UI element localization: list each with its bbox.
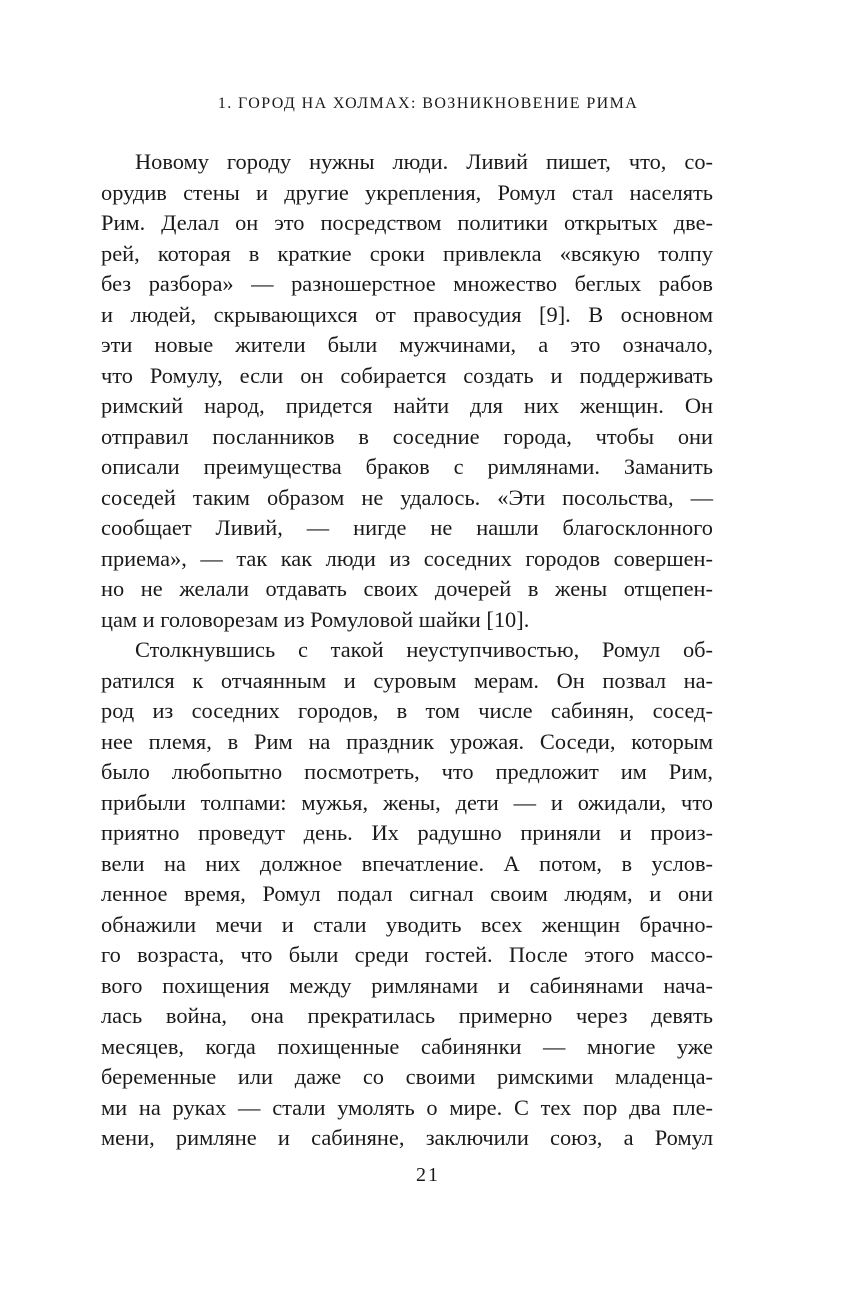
text-line: Рим. Делал он это посредством политики открытых две-	[101, 210, 713, 235]
text-line: Новому городу нужны люди. Ливий пишет, что, со-	[135, 149, 713, 174]
text-line: лась война, она прекратилась примерно через девять	[101, 1003, 713, 1028]
text-line: нее племя, в Рим на праздник урожая. Соседи, которым	[101, 728, 713, 754]
running-head: 1. ГОРОД НА ХОЛМАХ: ВОЗНИКНОВЕНИЕ РИМА	[217, 95, 639, 112]
text-line: вели на них должное впечатление. А потом, в услов-	[101, 850, 713, 876]
text-line: описали преимущества браков с римлянами. Заманить	[101, 454, 713, 479]
text-line: соседей таким образом не удалось. «Эти посольства, —	[101, 484, 713, 510]
text-line: приема», — так как люди из соседних городов совершен-	[101, 545, 713, 571]
text-line: отправил посланников в соседние города, чтобы они	[101, 423, 713, 449]
text-line: Столкнувшись с такой неуступчивостью, Ромул об-	[135, 637, 713, 662]
text-line: мени, римляне и сабиняне, заключили союз, а Ромул	[101, 1125, 713, 1150]
text-line: римский народ, придется найти для них женщин. Он	[101, 393, 713, 418]
text-line: сообщает Ливий, — нигде не нашли благосклонного	[101, 515, 713, 540]
text-line: и людей, скрывающихся от правосудия [9]. В основном	[101, 301, 713, 327]
text-line: ми на руках — стали умолять о мире. С тех пор два пле-	[101, 1094, 713, 1120]
text-line: род из соседних городов, в том числе сабинян, сосед-	[101, 698, 713, 723]
text-line: го возраста, что были среди гостей. После этого массо-	[101, 942, 713, 967]
paragraph-1	[101, 147, 713, 635]
text-line: но не желали отдавать своих дочерей в жены отщепен-	[101, 576, 713, 601]
text-line: орудив стены и другие укрепления, Ромул стал населять	[101, 179, 713, 205]
text-line: ратился к отчаянным и суровым мерам. Он позвал на-	[101, 667, 713, 693]
paragraph-2	[101, 635, 713, 1154]
text-line: было любопытно посмотреть, что предложит им Рим,	[101, 759, 713, 784]
text-line: цам и головорезам из Ромуловой шайки [10].	[101, 606, 530, 632]
text-line: ленное время, Ромул подал сигнал своим людям, и они	[101, 881, 713, 906]
text-line: беременные или даже со своими римскими младенца-	[101, 1064, 713, 1089]
text-line: месяцев, когда похищенные сабинянки — многие уже	[101, 1033, 713, 1059]
text-line: рей, которая в краткие сроки привлекла «всякую толпу	[101, 240, 713, 266]
text-line: без разбора» — разношерстное множество беглых рабов	[101, 271, 713, 296]
text-line: обнажили мечи и стали уводить всех женщин брачно-	[101, 911, 713, 937]
text-line: приятно проведут день. Их радушно приняли и произ-	[101, 820, 713, 845]
page-number: 21	[416, 1164, 440, 1186]
text-line: что Ромулу, если он собирается создать и поддерживать	[101, 362, 713, 388]
text-line: эти новые жители были мужчинами, а это означало,	[101, 332, 713, 357]
text-line: вого похищения между римлянами и сабинянами нача-	[101, 972, 713, 998]
text-line: прибыли толпами: мужья, жены, дети — и ожидали, что	[101, 789, 713, 815]
body-text	[101, 147, 713, 1154]
